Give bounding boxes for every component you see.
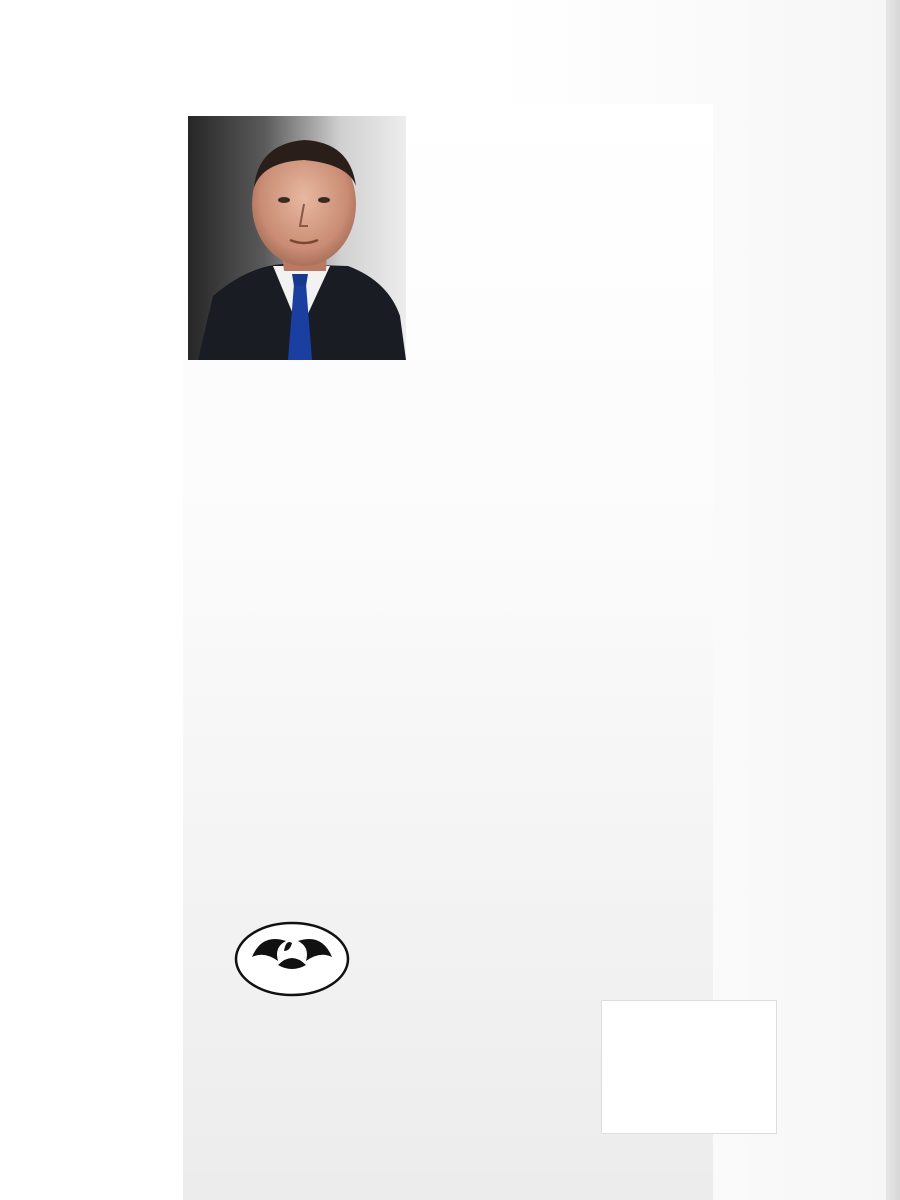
barcode-digits — [604, 1112, 772, 1127]
barcode-bars — [604, 1022, 772, 1114]
publisher-logo — [234, 921, 350, 999]
author-photo — [188, 116, 406, 360]
cover-edge — [886, 0, 900, 1200]
